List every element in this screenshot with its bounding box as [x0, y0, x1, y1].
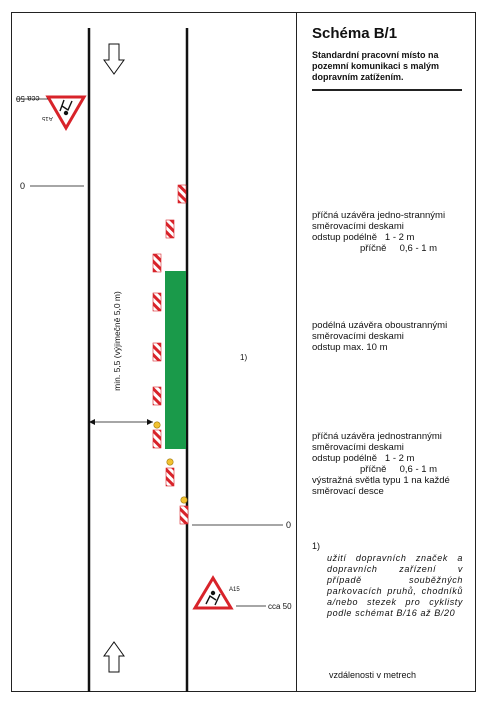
block3-line4b: 0,6 - 1 m: [399, 464, 438, 475]
block1-line3a: odstup podélně: [312, 232, 377, 243]
page-subtitle: Standardní pracovní místo na pozemní komunikaci s malým dopravním zatížením.: [312, 50, 440, 82]
block3-line6: směrovací desce: [312, 486, 384, 497]
work-sign-bottom-icon: [195, 578, 231, 608]
note-marker: 1): [312, 541, 321, 551]
footer-units: vzdálenosti v metrech: [329, 670, 417, 680]
title-rule: [312, 89, 462, 91]
block2-line3: odstup max. 10 m: [312, 342, 388, 353]
arrow-down-icon: [104, 44, 124, 74]
work-zone: [165, 271, 186, 449]
note-text: užití dopravních značek a dopravních zařízení v případě souběžných parkovacích pruhů, chodníků a/nebo stezek pro cyklisty podle schémat B/16 až B/20: [327, 553, 463, 618]
cca-label-top: cca 50: [16, 94, 40, 103]
block1-line2: směrovacími deskami: [312, 221, 404, 232]
block3-line5: výstražná světla typu 1 na každé: [312, 475, 450, 486]
block3-line3b: 1 - 2 m: [384, 453, 415, 464]
block1-line4b: 0,6 - 1 m: [399, 243, 438, 254]
diagram-marker-1: 1): [240, 353, 248, 362]
width-label: min. 5,5 (výjimečně 5,0 m): [112, 291, 122, 391]
block1-line3b: 1 - 2 m: [384, 232, 415, 243]
block3-line3a: odstup podélně: [312, 453, 377, 464]
description-block-3: [312, 431, 450, 497]
sign-code-bottom: A15: [229, 587, 240, 593]
zero-label-right: 0: [286, 520, 292, 530]
zero-label-left: 0: [20, 181, 26, 191]
description-block-1: [312, 210, 445, 254]
page-title: Schéma B/1: [312, 25, 398, 42]
sign-code-top: A15: [42, 115, 53, 121]
arrow-up-icon: [104, 642, 124, 672]
block3-line4a: příčně: [360, 464, 387, 475]
block3-line1: příčná uzávěra jednostrannými: [312, 431, 442, 442]
cca-label-bottom: cca 50: [268, 602, 292, 611]
block1-line4a: příčně: [360, 243, 387, 254]
work-sign-top-icon: [48, 97, 84, 128]
block2-line1: podélná uzávěra oboustrannými: [312, 320, 448, 331]
block1-line1: příčná uzávěra jedno-strannými: [312, 210, 446, 221]
block2-line2: směrovacími deskami: [312, 331, 404, 342]
block3-line2: směrovacími deskami: [312, 442, 404, 453]
description-block-2: [312, 320, 447, 353]
